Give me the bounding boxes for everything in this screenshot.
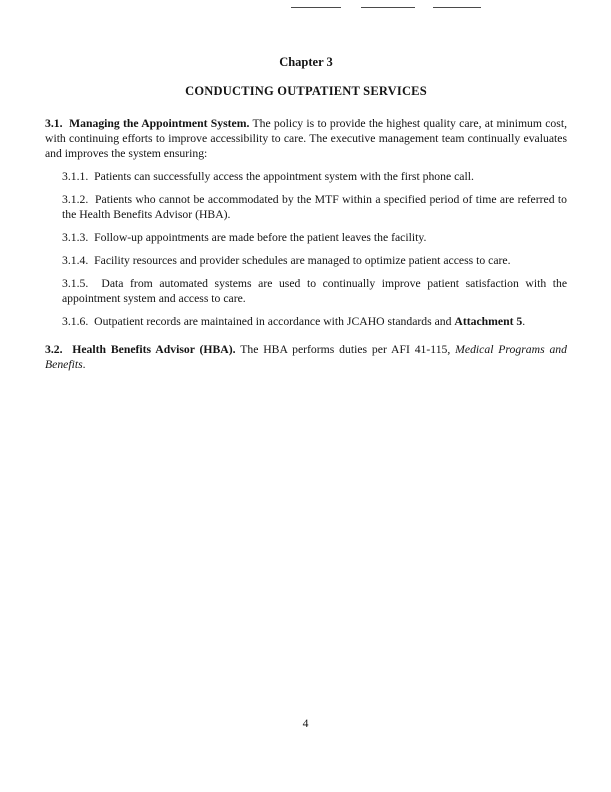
page-number: 4 [302, 717, 309, 730]
item-3-1-1 [62, 169, 567, 184]
item-3-1-2 [62, 192, 567, 222]
page-content [45, 55, 567, 372]
item-text: Data from automated systems are used to continually improve patient satisfaction with the appointment system and access to care. [62, 277, 568, 305]
section-number: 3.2. [45, 343, 63, 356]
item-number: 3.1.4. [62, 254, 89, 267]
item-3-1-5 [62, 276, 567, 306]
section-3-1 [45, 116, 567, 161]
item-text-after: . [522, 315, 526, 328]
scan-artifact-line [291, 7, 341, 8]
item-number: 3.1.1. [62, 170, 89, 183]
item-text: Patients who cannot be accommodated by the MTF within a specified period of time are referred to the Health Benefits Advisor (HBA). [62, 193, 568, 221]
chapter-label: Chapter 3 [279, 55, 333, 69]
item-text: Patients can successfully access the appointment system with the first phone call. [94, 170, 474, 183]
item-number: 3.1.3. [62, 231, 89, 244]
section-heading: Health Benefits Advisor (HBA). [72, 343, 236, 356]
item-number: 3.1.5. [62, 277, 89, 290]
item-3-1-4 [62, 253, 567, 268]
chapter-title: CONDUCTING OUTPATIENT SERVICES [185, 84, 427, 98]
section-3-2 [45, 342, 567, 372]
scan-artifact-line [433, 7, 481, 8]
item-bold-reference: Attachment 5 [454, 315, 523, 328]
item-text: Facility resources and provider schedules are managed to optimize patient access to care. [94, 254, 511, 267]
section-body: The HBA performs duties per AFI 41-115, [240, 343, 456, 356]
item-3-1-6 [62, 314, 567, 329]
section-body-after: . [82, 358, 86, 371]
item-number: 3.1.6. [62, 315, 89, 328]
section-heading: Managing the Appointment System. [69, 117, 250, 130]
section-body: The policy is to provide the highest quality care, at minimum cost, with continuing efforts to improve accessibility to care. The executive management team continually evaluates and improves the system ensuring: [45, 117, 567, 160]
scan-artifact-line [361, 7, 415, 8]
item-3-1-3 [62, 230, 567, 245]
item-number: 3.1.2. [62, 193, 89, 206]
publication-title-italic: Medical Programs and Benefits [45, 343, 567, 371]
item-text: Outpatient records are maintained in accordance with JCAHO standards and [94, 315, 455, 328]
section-number: 3.1. [45, 117, 63, 130]
item-text: Follow-up appointments are made before the patient leaves the facility. [94, 231, 427, 244]
